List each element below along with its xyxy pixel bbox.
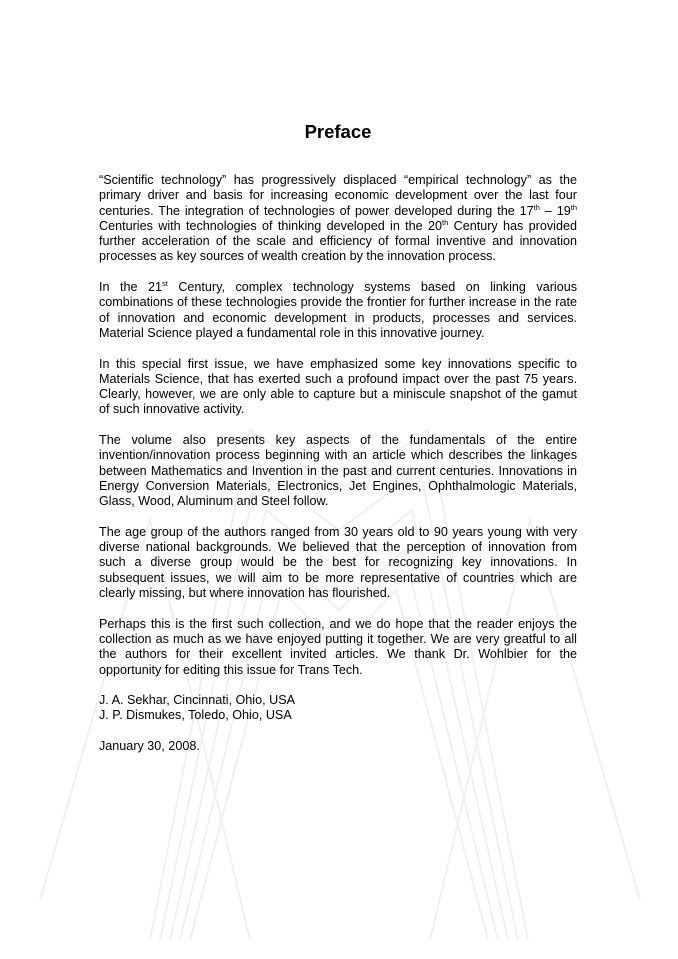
- preface-paragraph: In the 21st Century, complex technology systems based on linking various combinations of these technologies provide the frontier for further increase in the rate of innovation and economic development in products, processes and services. Material Science played a fundamental role in this innovative journey.: [99, 279, 577, 340]
- signature-line: J. P. Dismukes, Toledo, Ohio, USA: [99, 708, 292, 723]
- preface-paragraph: In this special first issue, we have emphasized some key innovations specific to Materials Science, that has exerted such a profound impact over the past 75 years. Clearly, however, we are only able to capture but a miniscule snapshot of the gamut of such innovative activity.: [99, 356, 577, 417]
- preface-paragraph: The age group of the authors ranged from 30 years old to 90 years young with very diverse national backgrounds. We believed that the perception of innovation from such a diverse group would be the best for recognizing key innovations. In subsequent issues, we will aim to be more representative of countries which are clearly missing, but where innovation has flourished.: [99, 524, 577, 601]
- preface-paragraph: The volume also presents key aspects of the fundamentals of the entire invention/innovation process beginning with an article which describes the linkages between Mathematics and Invention in the past and current centuries. Innovations in Energy Conversion Materials, Electronics, Jet Engines, Ophthalmologic Materials, Glass, Wood, Aluminum and Steel follow.: [99, 433, 577, 509]
- preface-body: [99, 173, 577, 770]
- preface-date: January 30, 2008.: [99, 738, 200, 753]
- signature-line: J. A. Sekhar, Cincinnati, Ohio, USA: [99, 693, 295, 708]
- preface-paragraph: Perhaps this is the first such collection, and we do hope that the reader enjoys the collection as much as we have enjoyed putting it together. We are very greatful to all the authors for their excellent invited articles. We thank Dr. Wohlbier for the opportunity for editing this issue for Trans Tech.: [99, 616, 577, 677]
- page-title: Preface: [304, 121, 372, 142]
- preface-paragraph: “Scientific technology” has progressively displaced “empirical technology” as the primary driver and basis for increasing economic development over the last four centuries. The integration of technologies of power developed during the 17th – 19th Centuries with technologies of thinking developed in the 20th Century has provided further acceleration of the scale and efficiency of formal inventive and innovation processes as key sources of wealth creation by the innovation process.: [99, 173, 577, 264]
- signature-block: [99, 693, 577, 724]
